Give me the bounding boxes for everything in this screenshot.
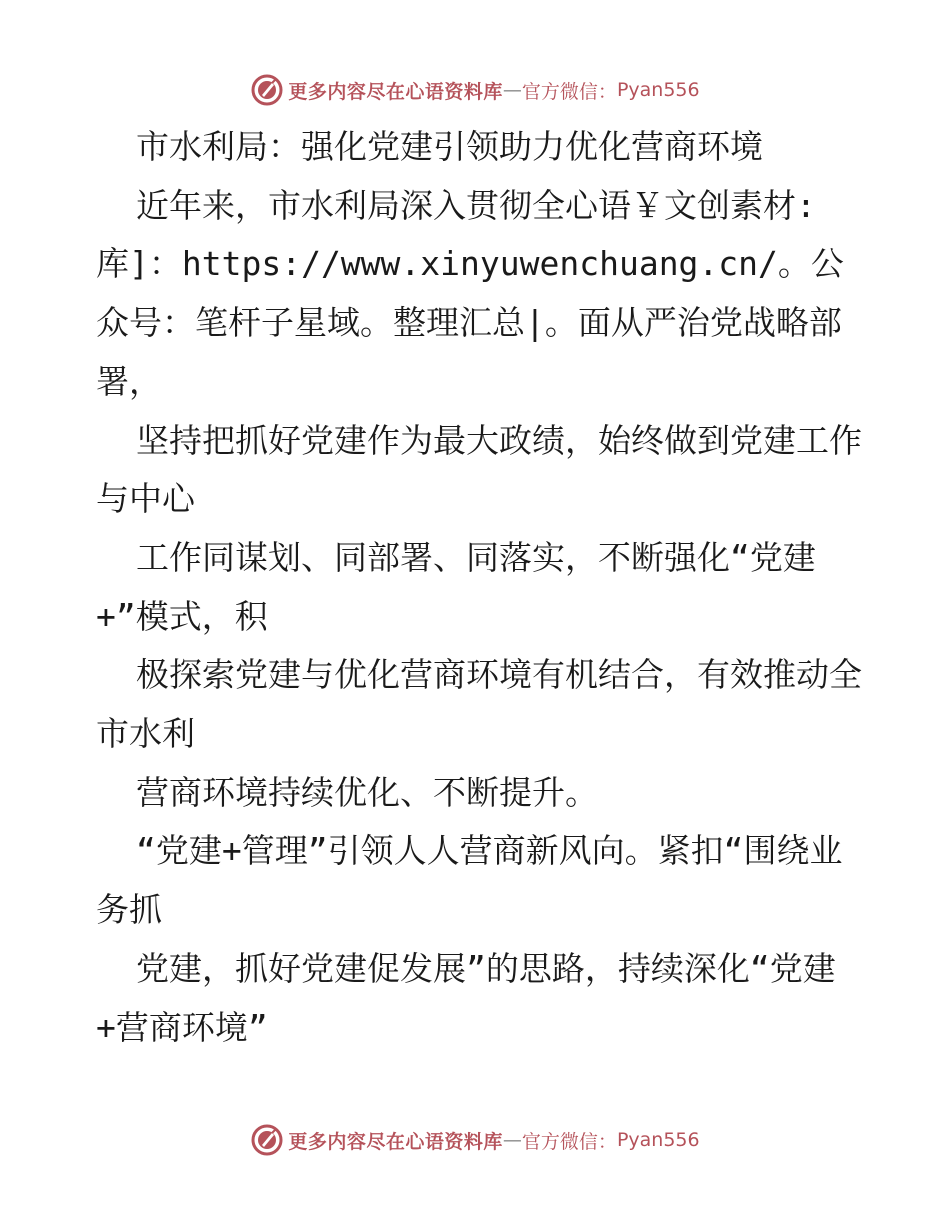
banner-wechat-label: 官方微信： — [521, 80, 617, 103]
paragraph: 坚持把抓好党建作为最大政绩，始终做到党建工作与中心 — [96, 420, 862, 519]
banner-main-text: 更多内容尽在心语资料库 — [288, 1130, 503, 1153]
paragraph: 极探索党建与优化营商环境有机结合，有效推动全市水利 — [96, 655, 862, 754]
banner-dash: — — [502, 79, 522, 101]
document-body — [96, 118, 866, 1057]
paragraph: 营商环境持续优化、不断提升。 — [136, 772, 598, 812]
pen-seal-icon — [250, 73, 284, 107]
banner-main-text: 更多内容尽在心语资料库 — [288, 80, 503, 103]
banner-dash: — — [502, 1129, 522, 1151]
footer-banner — [0, 1120, 950, 1160]
paragraph: 党建，抓好党建促发展”的思路，持续深化“党建+营商环境” — [96, 948, 836, 1047]
header-banner — [0, 70, 950, 110]
pen-seal-icon — [250, 1123, 284, 1157]
banner-wechat-id: Pyan556 — [616, 1129, 700, 1151]
paragraph: “党建+管理”引领人人营商新风向。紧扣“围绕业务抓 — [96, 831, 843, 930]
banner-wechat-id: Pyan556 — [616, 79, 700, 101]
banner-wechat-label: 官方微信： — [521, 1130, 617, 1153]
paragraph: 近年来，市水利局深入贯彻全心语￥文创素材:库]：https://www.xinyuwenchuang.cn/。公众号：笔杆子星域。整理汇总|。面从严治党战略部署， — [96, 185, 844, 401]
paragraph: 工作同谋划、同部署、同落实，不断强化“党建+”模式，积 — [96, 537, 816, 636]
document-title: 市水利局：强化党建引领助力优化营商环境 — [136, 127, 763, 166]
